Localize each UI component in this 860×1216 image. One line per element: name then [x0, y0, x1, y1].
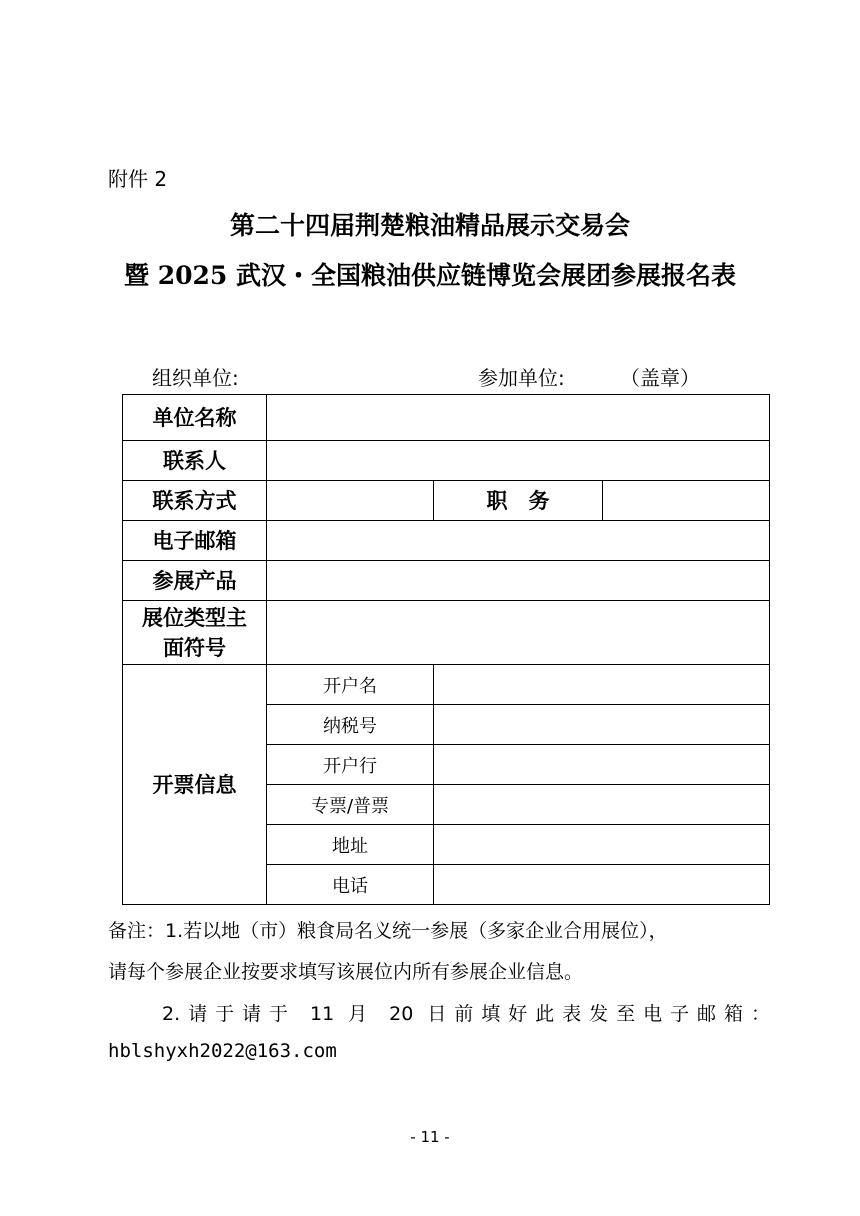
account-name-field[interactable] [434, 665, 770, 705]
page-number: - 11 - [410, 1128, 450, 1146]
registration-form-table [122, 394, 770, 905]
note-line-3: 2.请于请于 11 月 20 日前填好此表发至电子邮箱： [162, 1003, 770, 1025]
position-field[interactable] [603, 481, 770, 521]
seal-label: （盖章） [620, 366, 700, 390]
form-title-line1: 第二十四届荆楚粮油精品展示交易会 [229, 211, 630, 240]
organizer-label: 组织单位: [152, 366, 239, 390]
invoice-row-label: 开户名 [267, 665, 434, 705]
contact-person-label: 联系人 [123, 441, 267, 481]
invoice-row-label: 开户行 [267, 745, 434, 785]
contact-method-field[interactable] [267, 481, 434, 521]
invoice-type-field[interactable] [434, 785, 770, 825]
participant-label: 参加单位: [478, 366, 565, 390]
booth-type-label: 展位类型主面符号 [123, 601, 267, 665]
contact-person-field[interactable] [267, 441, 770, 481]
note-line-2: 请每个参展企业按要求填写该展位内所有参展企业信息。 [108, 961, 584, 983]
email-field[interactable] [267, 521, 770, 561]
address-field[interactable] [434, 825, 770, 865]
products-label: 参展产品 [123, 561, 267, 601]
form-title-line2: 暨 2025 武汉・全国粮油供应链博览会展团参展报名表 [124, 261, 736, 290]
position-label: 职 务 [434, 481, 603, 521]
products-field[interactable] [267, 561, 770, 601]
note-line-1: 备注：1.若以地（市）粮食局名义统一参展（多家企业合用展位）， [108, 920, 668, 942]
invoice-info-label: 开票信息 [123, 665, 267, 905]
invoice-row-label: 电话 [267, 865, 434, 905]
invoice-row-label: 纳税号 [267, 705, 434, 745]
tax-number-field[interactable] [434, 705, 770, 745]
invoice-row-label: 地址 [267, 825, 434, 865]
unit-name-label: 单位名称 [123, 395, 267, 441]
invoice-row-label: 专票/普票 [267, 785, 434, 825]
contact-method-label: 联系方式 [123, 481, 267, 521]
email-label: 电子邮箱 [123, 521, 267, 561]
booth-type-field[interactable] [267, 601, 770, 665]
note-email: hblshyxh2022@163.com [108, 1040, 337, 1062]
unit-name-field[interactable] [267, 395, 770, 441]
phone-field[interactable] [434, 865, 770, 905]
attachment-label: 附件 2 [108, 167, 168, 191]
bank-field[interactable] [434, 745, 770, 785]
